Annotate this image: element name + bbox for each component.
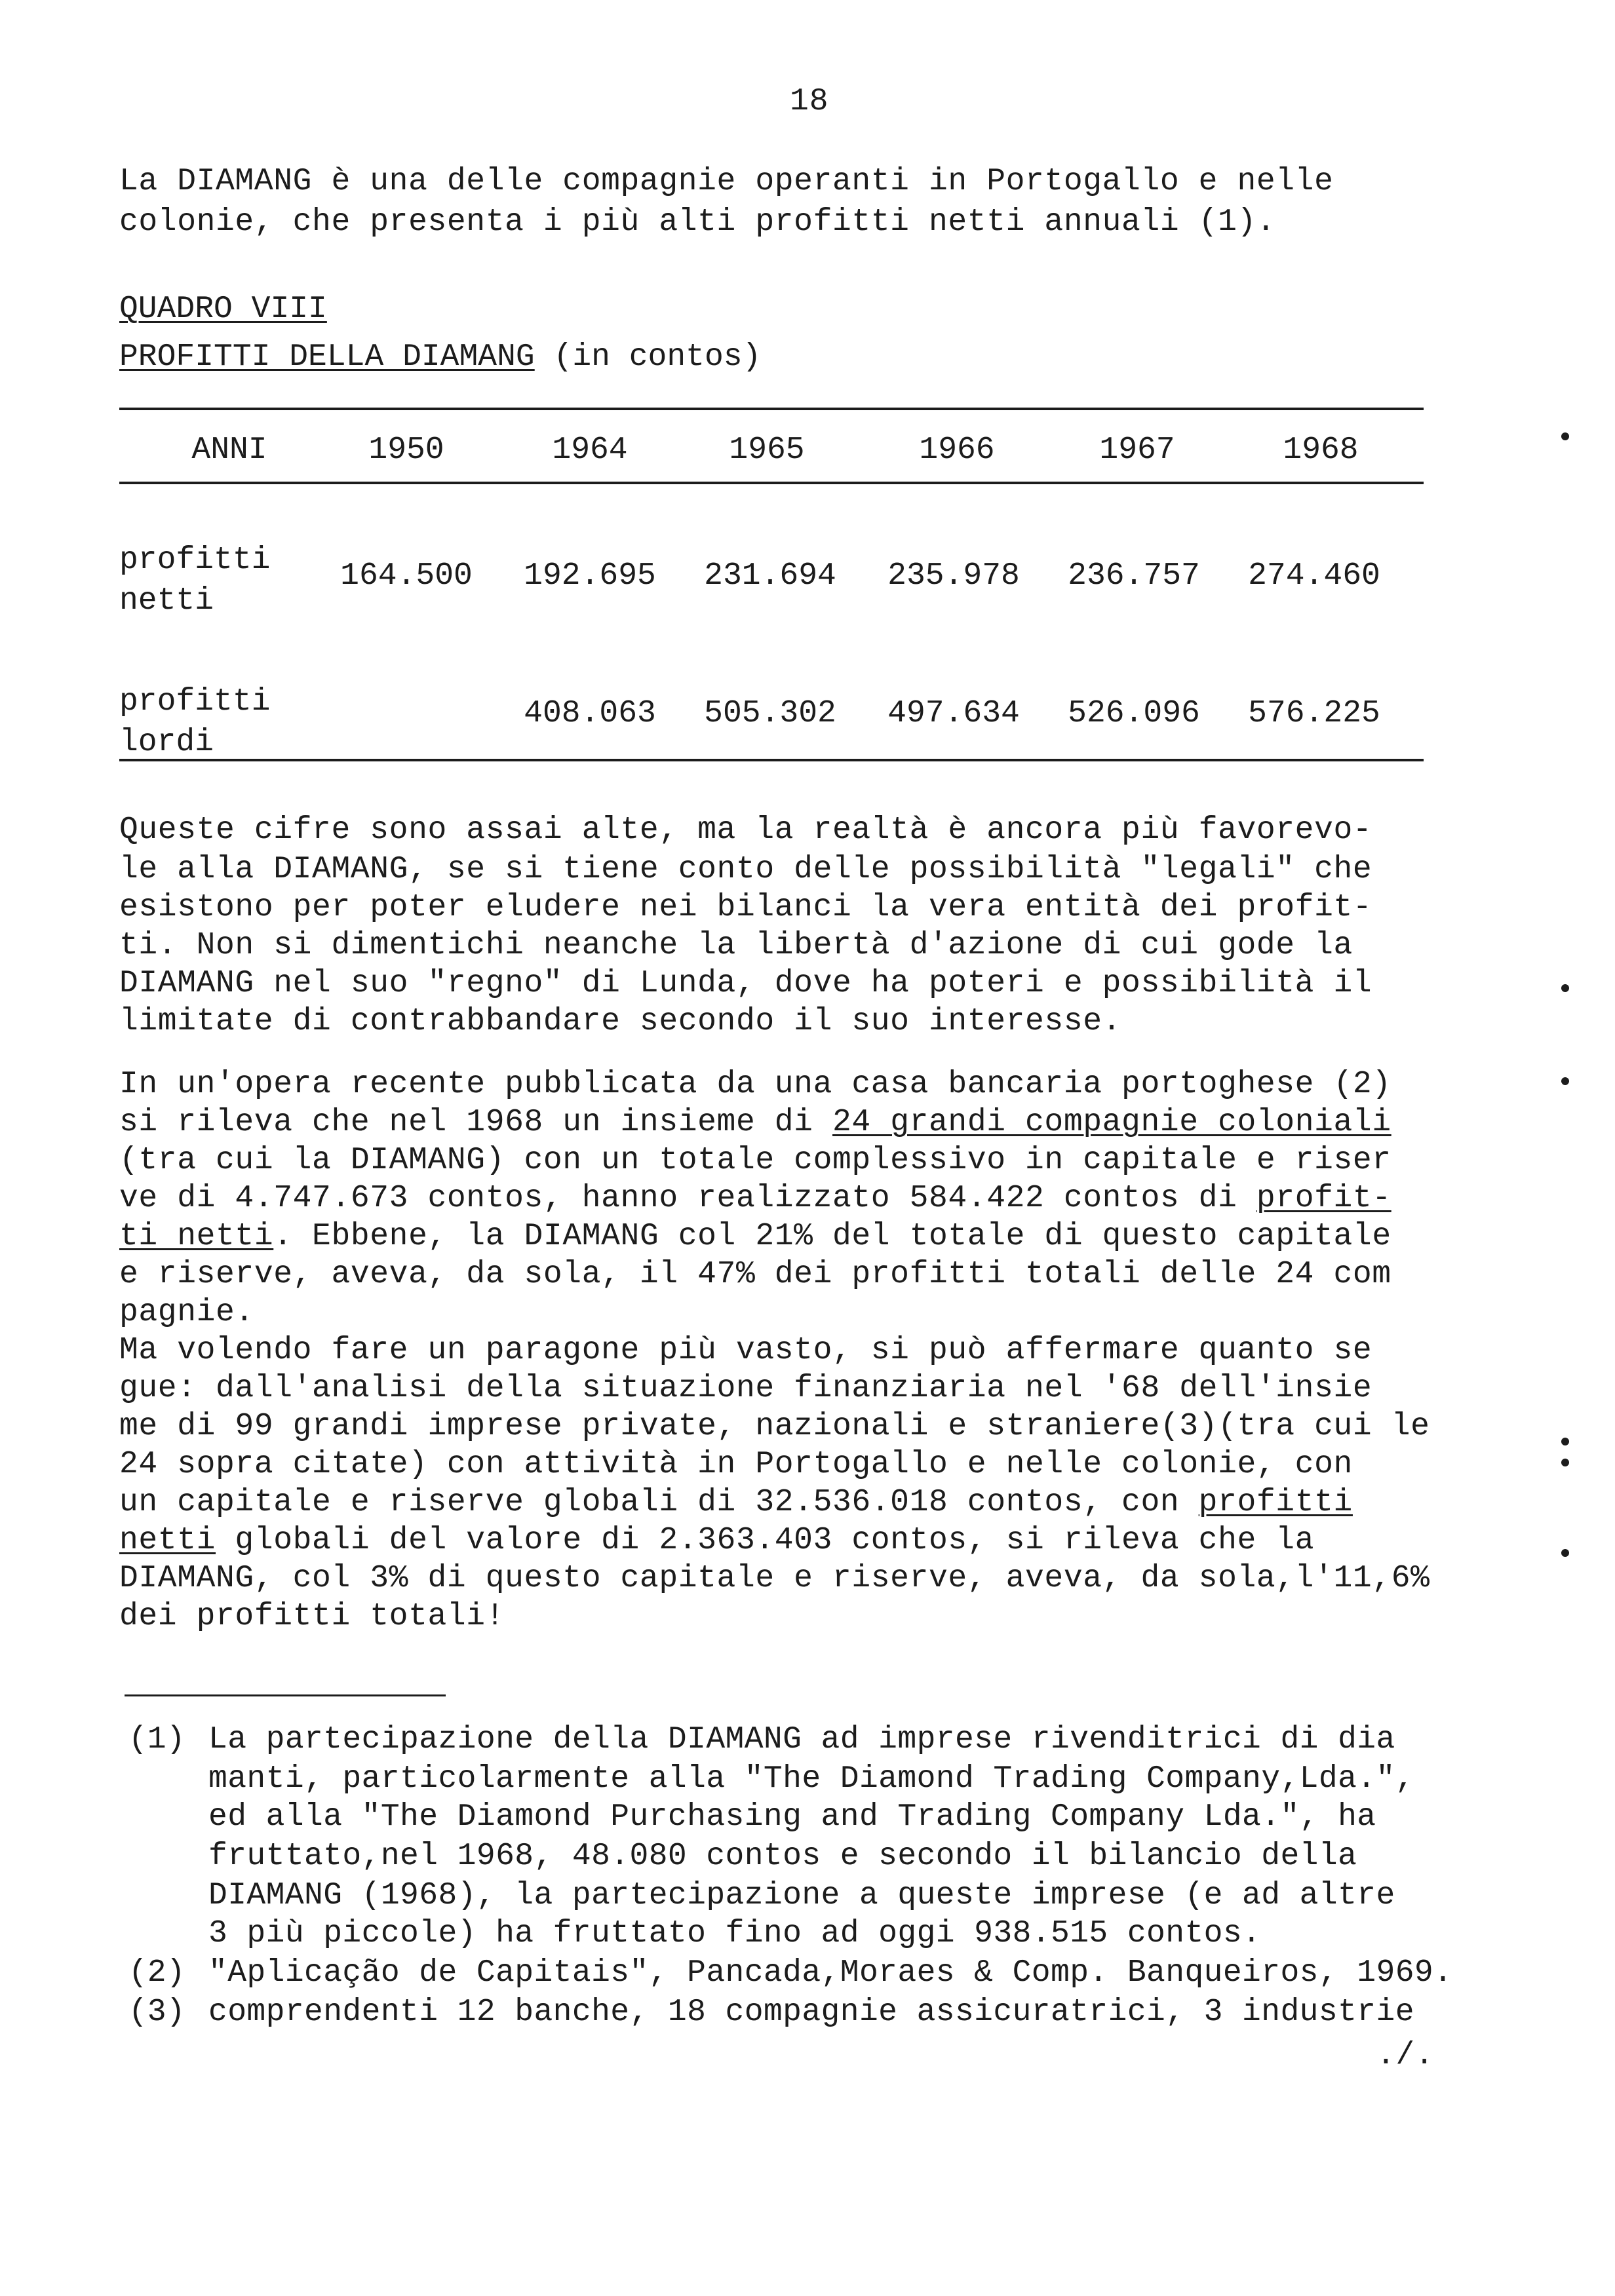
continuation-mark: ./. — [1376, 2038, 1435, 2073]
table-cell: 164.500 — [340, 558, 473, 594]
header-year: 1964 — [552, 432, 628, 468]
text-line: 24 sopra citate) con attività in Portogallo e nelle colonie, con — [119, 1447, 1353, 1482]
table-title: QUADRO VIII — [119, 292, 327, 327]
margin-mark — [1561, 1077, 1569, 1085]
underlined-text: ti netti — [119, 1219, 274, 1254]
header-anni: ANNI — [191, 432, 267, 468]
header-year: 1966 — [919, 432, 995, 468]
footnote-line: DIAMANG (1968), la partecipazione a queste imprese (e ad altre — [208, 1878, 1395, 1913]
table-cell: 274.460 — [1248, 558, 1380, 594]
table-subtitle-main: PROFITTI DELLA DIAMANG — [119, 339, 535, 375]
text-span: si rileva che nel 1968 un insieme di — [119, 1105, 832, 1140]
text-line: limitate di contrabbandare secondo il suo interesse. — [119, 1004, 1122, 1039]
underlined-text: profitti — [1198, 1485, 1353, 1520]
margin-mark — [1561, 1459, 1569, 1466]
text-line — [119, 1485, 1353, 1520]
text-span: globali del valore di 2.363.403 contos, si rileva che la — [216, 1523, 1315, 1558]
text-span: . Ebbene, la DIAMANG col 21% del totale di questo capitale — [273, 1219, 1391, 1254]
text-line: DIAMANG nel suo "regno" di Lunda, dove ha poteri e possibilità il — [119, 966, 1372, 1001]
text-line — [119, 1181, 1391, 1216]
footnote-marker: (3) — [128, 1995, 185, 2030]
footnote-line: La partecipazione della DIAMANG ad imprese rivenditrici di dia — [208, 1722, 1395, 1757]
page-number: 18 — [790, 84, 829, 119]
text-line: gue: dall'analisi della situazione finanziaria nel '68 dell'insie — [119, 1371, 1372, 1406]
text-line: Queste cifre sono assai alte, ma la realtà è ancora più favorevo- — [119, 813, 1372, 848]
text-line: le alla DIAMANG, se si tiene conto delle possibilità "legali" che — [119, 852, 1372, 887]
row-label-line: lordi — [119, 725, 214, 760]
underlined-text: netti — [119, 1523, 216, 1558]
table-cell: 576.225 — [1248, 696, 1380, 731]
text-span: un capitale e riserve globali di 32.536.018 contos, con — [119, 1485, 1199, 1520]
table-cell: 236.757 — [1068, 558, 1200, 594]
text-line: esistono per poter eludere nei bilanci la vera entità dei profit- — [119, 890, 1372, 925]
text-line — [119, 1219, 1391, 1254]
text-line: e riserve, aveva, da sola, il 47% dei profitti totali delle 24 com — [119, 1257, 1391, 1292]
header-year: 1967 — [1099, 432, 1175, 468]
table-subtitle — [119, 339, 761, 375]
table-cell: 231.694 — [704, 558, 836, 594]
table-cell: 526.096 — [1068, 696, 1200, 731]
footnote-line: manti, particolarmente alla "The Diamond Trading Company,Lda.", — [208, 1761, 1414, 1797]
table-cell: 408.063 — [524, 696, 656, 731]
text-line: dei profitti totali! — [119, 1599, 505, 1634]
table-cell: 505.302 — [704, 696, 836, 731]
footnote-line: comprendenti 12 banche, 18 compagnie assicuratrici, 3 industrie — [208, 1995, 1414, 2030]
footnote-line: ed alla "The Diamond Purchasing and Trading Company Lda.", ha — [208, 1799, 1376, 1835]
footnote-separator — [125, 1694, 446, 1696]
margin-mark — [1561, 984, 1569, 992]
text-line: Ma volendo fare un paragone più vasto, si può affermare quanto se — [119, 1333, 1372, 1368]
text-line: me di 99 grandi imprese private, nazionali e straniere(3)(tra cui le — [119, 1409, 1430, 1444]
text-line: pagnie. — [119, 1295, 254, 1330]
text-span: ve di 4.747.673 contos, hanno realizzato 584.422 contos di — [119, 1181, 1256, 1216]
header-year: 1968 — [1283, 432, 1359, 468]
text-line: ti. Non si dimentichi neanche la libertà d'azione di cui gode la — [119, 928, 1353, 963]
intro-line-1: La DIAMANG è una delle compagnie operanti in Portogallo e nelle — [119, 164, 1334, 199]
table-top-rule — [119, 408, 1424, 410]
table-subtitle-unit: (in contos) — [534, 339, 762, 375]
header-year: 1965 — [729, 432, 805, 468]
row-label-line: profitti — [119, 684, 271, 719]
text-line: In un'opera recente pubblicata da una casa bancaria portoghese (2) — [119, 1067, 1391, 1102]
footnote-line: 3 più piccole) ha fruttato fino ad oggi 938.515 contos. — [208, 1916, 1262, 1951]
footnote-line: fruttato,nel 1968, 48.080 contos e secondo il bilancio della — [208, 1839, 1357, 1874]
text-line — [119, 1105, 1391, 1140]
margin-mark — [1561, 1438, 1569, 1445]
footnote-marker: (1) — [128, 1722, 185, 1757]
text-line: (tra cui la DIAMANG) con un totale complessivo in capitale e riser — [119, 1143, 1391, 1178]
underlined-text: profit- — [1256, 1181, 1391, 1216]
table-bottom-rule — [119, 759, 1424, 761]
table-header-rule — [119, 482, 1424, 484]
header-year: 1950 — [368, 432, 444, 468]
table-cell: 235.978 — [887, 558, 1020, 594]
text-line — [119, 1523, 1314, 1558]
row-label-line: profitti — [119, 543, 271, 578]
footnote-line: "Aplicação de Capitais", Pancada,Moraes & Comp. Banqueiros, 1969. — [208, 1955, 1453, 1991]
table-cell: 497.634 — [887, 696, 1020, 731]
underlined-text: 24 grandi compagnie coloniali — [832, 1105, 1391, 1140]
table-cell: 192.695 — [524, 558, 656, 594]
margin-mark — [1561, 1549, 1569, 1557]
text-line: DIAMANG, col 3% di questo capitale e riserve, aveva, da sola,l'11,6% — [119, 1561, 1430, 1596]
footnote-marker: (2) — [128, 1955, 185, 1991]
margin-mark — [1561, 432, 1569, 440]
intro-line-2: colonie, che presenta i più alti profitti netti annuali (1). — [119, 204, 1276, 240]
row-label-line: netti — [119, 583, 214, 619]
